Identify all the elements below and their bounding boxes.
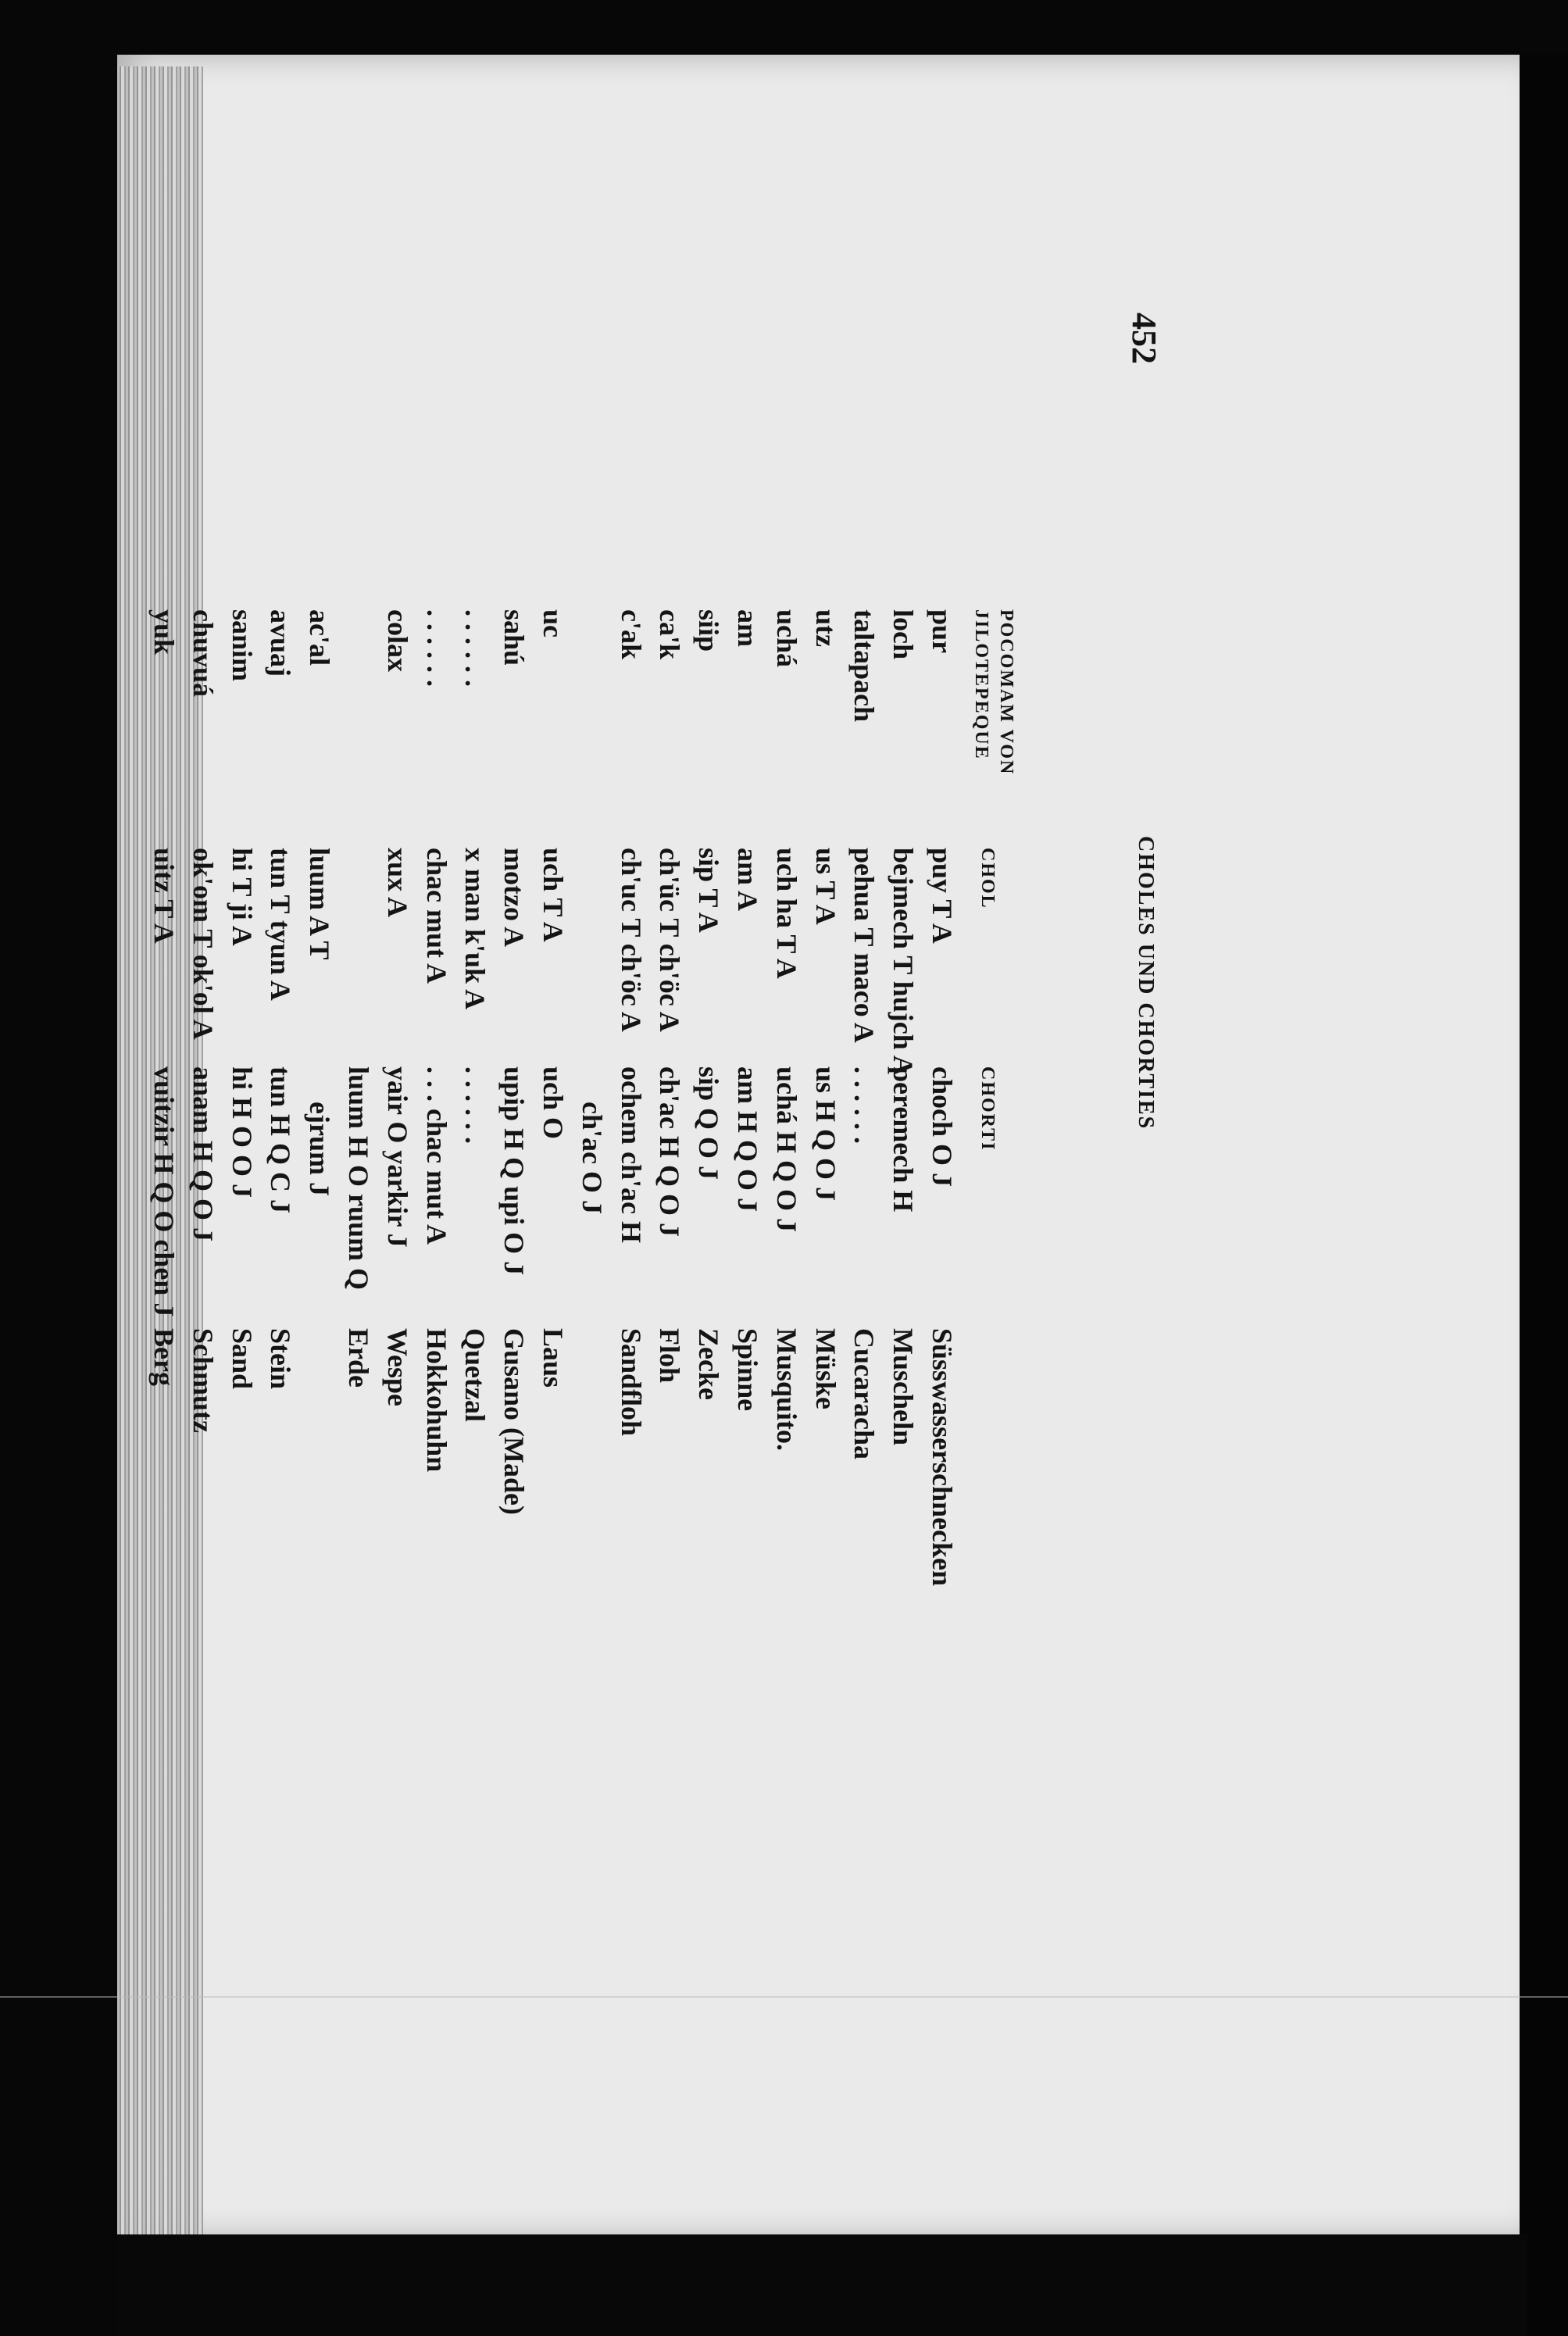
- table-cell-pocomam: yuk: [148, 609, 180, 655]
- table-cell-chol: xux A: [381, 848, 413, 918]
- table-cell-chol: tun T tyun A: [265, 848, 297, 1001]
- table-cell-chorti: luum H O ruum Q: [343, 1066, 375, 1291]
- table-cell-pocomam: . . . . . .: [420, 609, 452, 687]
- table-cell-pocomam: pur: [927, 609, 958, 654]
- table-cell-pocomam: chuvuá: [187, 609, 219, 698]
- table-cell-pocomam: c'ak: [615, 609, 647, 660]
- column-header-pocomam-line1: POCOMAM VON: [996, 609, 1016, 776]
- table-cell-chol: uitz T A: [148, 848, 180, 944]
- table-cell-chorti: us H Q O J: [809, 1066, 841, 1202]
- table-cell-chorti: vuitzir H Q O chen J: [148, 1066, 180, 1317]
- table-cell-chol: hi T ji A: [226, 848, 258, 946]
- table-cell-pocomam: taltapach: [848, 609, 880, 722]
- table-cell-german: [572, 1328, 611, 1586]
- table-cell-german: Muscheln: [888, 1328, 920, 1446]
- table-cell-chol: uch T A: [538, 848, 570, 942]
- table-cell-pocomam: utz: [809, 609, 841, 647]
- table-cell-chol: puy T A: [927, 848, 958, 944]
- vocabulary-table: [102, 281, 961, 1898]
- table-cell-chol: [338, 848, 377, 1076]
- table-cell-german: Quetzal: [459, 1328, 491, 1422]
- table-cell-chol: us T A: [809, 848, 841, 925]
- table-cell-german: Müske: [809, 1328, 841, 1410]
- table-cell-chorti: . . . . . .: [459, 1066, 491, 1144]
- table-cell-german: Sand: [226, 1328, 258, 1390]
- table-cell-pocomam: colax: [381, 609, 413, 672]
- table-cell-chorti: . . . chac mut A: [420, 1066, 452, 1245]
- table-cell-chol: sip T A: [693, 848, 725, 933]
- table-cell-chol: ch'uc T ch'öc A: [615, 848, 647, 1032]
- table-cell-chorti: sip Q O J: [693, 1066, 725, 1181]
- running-head: CHOLES UND CHORTIES: [1134, 836, 1158, 1130]
- table-cell-chorti: uch O: [538, 1066, 570, 1140]
- table-cell-chol: motzo A: [498, 848, 530, 947]
- table-cell-chorti: ch'ac O J: [576, 1102, 608, 1214]
- table-cell-chol: chac mut A: [420, 848, 452, 984]
- column-header-pocomam: [969, 609, 1019, 775]
- table-cell-chol: uch ha T A: [770, 848, 802, 979]
- table-cell-german: Schmutz: [187, 1328, 219, 1433]
- table-cell-german: Berg: [148, 1328, 180, 1386]
- table-cell-pocomam: [572, 609, 611, 722]
- table-cell-chol: am A: [732, 848, 764, 911]
- table-cell-german: Süsswasserschnecken: [927, 1328, 958, 1587]
- column-header-chol: CHOL: [977, 848, 998, 909]
- table-cell-german: Wespe: [381, 1328, 413, 1407]
- table-cell-pocomam: [338, 609, 377, 722]
- table-cell-german: Musquito.: [770, 1328, 802, 1452]
- table-cell-german: Hokkohuhn: [420, 1328, 452, 1473]
- table-cell-german: Sandfloh: [615, 1328, 647, 1437]
- table-cell-chorti: ch'ac H Q O J: [654, 1066, 686, 1237]
- table-cell-pocomam: siip: [693, 609, 725, 652]
- table-cell-chorti: ochem ch'ac H: [615, 1066, 647, 1243]
- column-header-chorti: CHORTI: [977, 1066, 998, 1152]
- column-header-pocomam-line2: JILOTEPEQUE: [971, 609, 991, 760]
- table-cell-pocomam: avuaj: [265, 609, 297, 677]
- table-cell-german: Erde: [343, 1328, 375, 1388]
- table-cell-chorti: choch O J: [927, 1066, 958, 1188]
- table-cell-pocomam: uc: [538, 609, 570, 638]
- german-column: [144, 1328, 961, 1586]
- table-cell-chorti: tun H Q C J: [265, 1066, 297, 1214]
- table-cell-chol: ch'üc T ch'öc A: [654, 848, 686, 1032]
- table-cell-pocomam: sahú: [498, 609, 530, 666]
- table-cell-chol: [572, 848, 611, 1076]
- table-cell-chorti: peremech H: [888, 1066, 920, 1213]
- table-cell-chorti: hi H O O J: [226, 1066, 258, 1198]
- table-cell-chol: x man k'uk A: [459, 848, 491, 1010]
- table-cell-german: Zecke: [693, 1328, 725, 1400]
- pocomam-column: [144, 609, 961, 722]
- table-cell-pocomam: am: [732, 609, 764, 647]
- table-cell-chorti: am H Q O J: [732, 1066, 764, 1212]
- table-cell-chorti: uchá H Q O J: [770, 1066, 802, 1233]
- chorti-column: [144, 1066, 961, 1316]
- table-cell-pocomam: . . . . . .: [459, 609, 491, 687]
- table-cell-german: Cucaracha: [848, 1328, 880, 1459]
- table-cell-pocomam: uchá: [770, 609, 802, 668]
- table-cell-german: Stein: [265, 1328, 297, 1390]
- table-cell-german: [299, 1328, 338, 1586]
- table-cell-german: Laus: [538, 1328, 570, 1388]
- table-cell-chorti: upip H Q upi O J: [498, 1066, 530, 1276]
- table-cell-pocomam: loch: [888, 609, 920, 660]
- table-cell-chorti: yair O yarkir J: [381, 1066, 413, 1248]
- scan-border-bottom: [117, 2234, 1527, 2336]
- table-cell-pocomam: ac'al: [304, 609, 336, 666]
- table-cell-german: Gusano (Made): [498, 1328, 530, 1516]
- table-cell-german: Spinne: [732, 1328, 764, 1412]
- rotated-text-block: [148, 281, 1188, 1898]
- table-cell-chol: ok'om T ok'ol A: [187, 848, 219, 1040]
- scan-border-right: [1520, 55, 1568, 2336]
- table-cell-german: Floh: [654, 1328, 686, 1384]
- table-cell-chol: bejmech T hujch A: [888, 848, 920, 1076]
- scan-line: [0, 1996, 1568, 1998]
- table-cell-pocomam: sanim: [226, 609, 258, 682]
- table-cell-chorti: ejrum J: [304, 1102, 336, 1196]
- chol-column: [144, 848, 961, 1076]
- page-number: 452: [1125, 313, 1163, 364]
- table-cell-chorti: . . . . . .: [848, 1066, 880, 1144]
- table-cell-chol: pehua T maco A: [848, 848, 880, 1043]
- table-cell-chorti: anam H Q O J: [187, 1066, 219, 1242]
- table-cell-pocomam: ca'k: [654, 609, 686, 660]
- table-cell-chol: luum A T: [304, 848, 336, 960]
